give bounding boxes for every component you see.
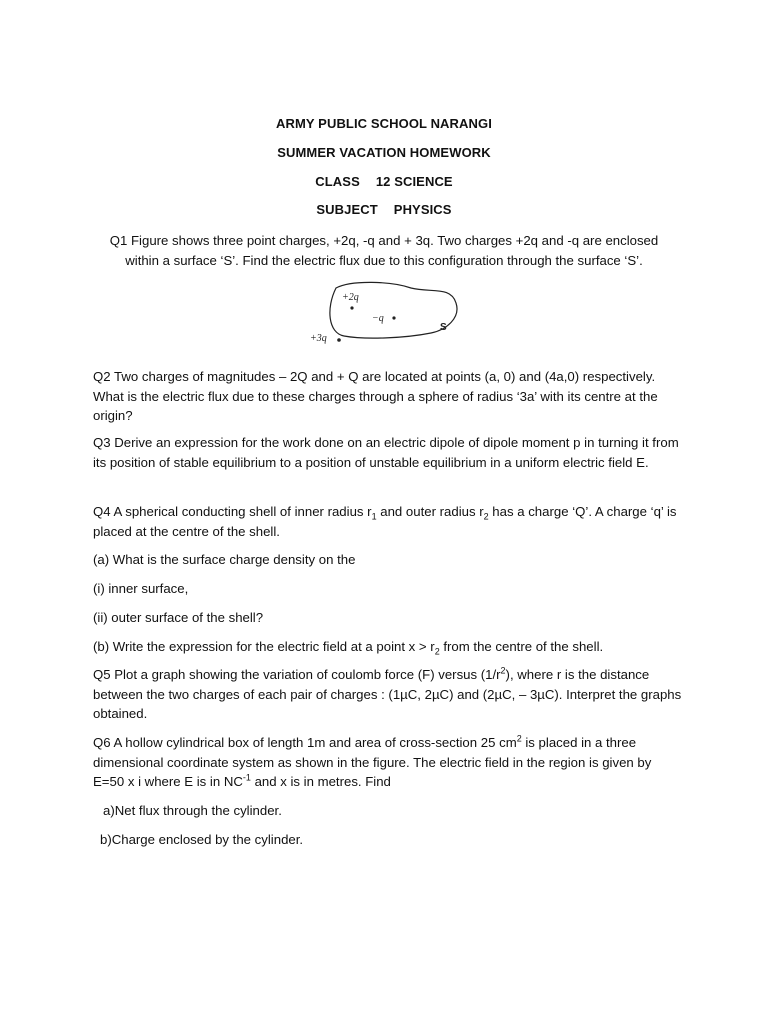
charge-2q-dot: [350, 306, 353, 309]
charge-minus-q-dot: [392, 316, 395, 319]
question-4-a-i: (i) inner surface,: [93, 581, 189, 596]
question-4: Q4 A spherical conducting shell of inner radius $r_1$ and outer radius $r_2$ has a charge ‘Q’. A charge ‘q’ is placed at the centre of the shell.: [93, 504, 677, 539]
question-3: Q3 Derive an expression for the work done on an electric dipole of dipole moment p in turning it from its position of stable equilibrium to a position of unstable equilibrium in a uniform electric field E.: [93, 435, 679, 470]
question-2: Q2 Two charges of magnitudes – 2Q and + Q are located at points (a, 0) and (4a,0) respectively. What is the electric flux due to these charges through a sphere of radius ‘3a’ with its centre at the origin?: [93, 369, 658, 423]
surface-charges-figure: [306, 278, 466, 350]
question-1: [80, 231, 688, 270]
class-line: [0, 174, 768, 189]
question-1-line-2: within a surface ‘S’. Find the electric flux due to this configuration through the surface ‘S’.: [125, 252, 643, 268]
charge-3q-dot: [337, 338, 341, 342]
question-6: Q6 A hollow cylindrical box of length 1m and area of cross-section 25 $cm^2$ is placed in a three dimensional coordinate system as shown in the figure. The electric field in the region is given by E=50 x i where E is in $NC^{-1}$ and x is in metres. Find: [93, 733, 652, 789]
question-4-b: (b) Write the expression for the electric field at a point $x > r_2$ from the centre of the shell.: [93, 639, 604, 657]
label-plus-3q: +3q: [310, 333, 327, 344]
question-5: Q5 Plot a graph showing the variation of coulomb force (F) versus $(1/r^2)$, where r is the distance between the two charges of each pair of charges : (1µC, 2µC) and (2µC, – 3µC). Interpret the graphs obtained.: [93, 665, 682, 721]
subject-value: PHYSICS: [393, 202, 452, 217]
label-plus-2q: +2q: [342, 292, 359, 303]
question-1-line-1: Q1 Figure shows three point charges, +2q, -q and + 3q. Two charges +2q and -q are enclosed: [109, 233, 659, 248]
question-6-b: b)Charge enclosed by the cylinder.: [100, 832, 304, 847]
gaussian-surface-s: [330, 282, 457, 338]
class-value: 12 SCIENCE: [375, 174, 453, 189]
label-minus-q: −q: [372, 313, 384, 324]
question-6-a: a)Net flux through the cylinder.: [103, 803, 282, 818]
homework-title: SUMMER VACATION HOMEWORK: [277, 145, 491, 160]
class-label: CLASS: [315, 174, 360, 189]
subject-line: [0, 202, 768, 217]
subject-label: SUBJECT: [316, 202, 378, 217]
question-4-a: (a) What is the surface charge density on the: [93, 552, 356, 567]
label-surface-s: S: [440, 322, 447, 333]
question-4-a-ii: (ii) outer surface of the shell?: [93, 610, 264, 625]
school-name: ARMY PUBLIC SCHOOL NARANGI: [276, 116, 492, 131]
